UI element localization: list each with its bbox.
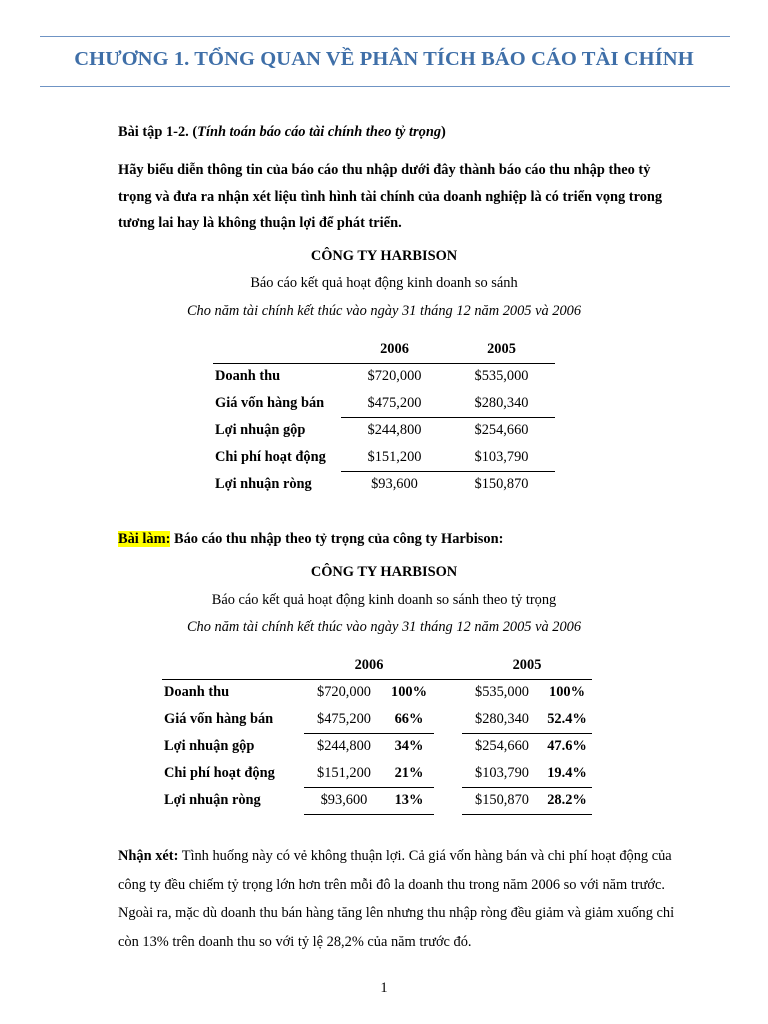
exercise-title: Tính toán báo cáo tài chính theo tỷ trọng [197,124,442,140]
table-row [213,471,555,498]
row-label: Lợi nhuận gộp [215,422,306,438]
value-2005: $150,870 [474,476,529,493]
table-row [162,760,592,787]
remark-paragraph [118,842,678,956]
remark-label: Nhận xét: [118,848,179,864]
header-rule-top [40,36,730,37]
remark-text: Tình huống này có vẻ không thuận lợi. Cả giá vốn hàng bán và chi phí hoạt động của công ty đều chiếm tỷ trọng lớn hơn trên mỗi đô la doanh thu trong năm 2006 so với năm trước. Ngoài ra, mặc dù doanh thu bán hàng tăng lên nhưng thu nhập ròng đều giảm và giảm xuống chỉ còn 13% trên doanh thu so với tỷ lệ 28,2% của năm trước đó. [118,848,675,950]
value-2005: $280,340 [448,390,555,417]
table-header-row [162,652,592,679]
income-statement-table [213,336,555,498]
col-2005-header: 2005 [512,656,542,673]
percent-2006: 13% [384,787,434,815]
value-2005: $150,870 [462,787,542,815]
table-row [213,417,555,444]
statement2-company: CÔNG TY HARBISON [310,564,458,580]
percent-2006: 34% [394,738,424,755]
exercise-heading [118,124,678,141]
percent-2005: 47.6% [547,738,587,755]
table-row [162,787,592,815]
value-2005: $254,660 [475,738,529,755]
statement1-period: Cho năm tài chính kết thúc vào ngày 31 tháng 12 năm 2005 và 2006 [186,303,582,319]
value-2005: $103,790 [448,444,555,471]
percent-2005: 100% [542,679,592,706]
header-rule-bottom [40,86,730,87]
statement2-period: Cho năm tài chính kết thúc vào ngày 31 tháng 12 năm 2005 và 2006 [186,619,582,635]
exercise-close: ) [441,124,446,140]
page-number: 1 [380,980,388,996]
percent-2005: 52.4% [542,706,592,733]
value-2005: $103,790 [462,760,542,787]
value-2006: $151,200 [341,444,448,471]
col-2006-header: 2006 [380,340,409,357]
table-row [162,733,592,760]
exercise-label: Bài tập 1-2. ( [118,124,198,140]
value-2005: $280,340 [462,706,542,733]
percent-2006: 66% [384,706,434,733]
table-row [213,444,555,471]
row-label: Doanh thu [213,363,341,390]
value-2006: $151,200 [304,760,384,787]
table-row [162,679,592,706]
solution-heading [118,531,678,548]
table-row [213,363,555,390]
row-label: Lợi nhuận ròng [164,792,261,809]
row-label: Lợi nhuận ròng [215,476,312,492]
statement2-subtitle: Báo cáo kết quả hoạt động kinh doanh so sánh theo tỷ trọng [211,592,557,608]
percent-2006: 100% [384,679,434,706]
col-2006-header: 2006 [354,656,384,673]
value-2006: $93,600 [371,476,418,493]
row-label: Lợi nhuận gộp [164,738,255,754]
row-label: Doanh thu [162,679,304,706]
value-2005: $535,000 [448,363,555,390]
col-2005-header: 2005 [487,340,516,357]
row-label: Chi phí hoạt động [215,449,326,465]
table-row [162,706,592,733]
value-2005: $535,000 [462,679,542,706]
solution-text: Báo cáo thu nhập theo tỷ trọng của công ty Harbison: [170,531,504,547]
value-2006: $93,600 [304,787,384,815]
row-label: Giá vốn hàng bán [164,711,274,727]
percent-2006: 21% [384,760,434,787]
chapter-title: CHƯƠNG 1. TỔNG QUAN VỀ PHÂN TÍCH BÁO CÁO TÀI CHÍNH [74,48,694,70]
statement1-subtitle: Báo cáo kết quả hoạt động kinh doanh so sánh [250,275,518,291]
value-2006: $244,800 [367,422,422,439]
solution-label: Bài làm: [118,531,171,547]
value-2006: $720,000 [304,679,384,706]
value-2006: $475,200 [341,390,448,417]
value-2006: $475,200 [304,706,384,733]
table-header-row [213,336,555,363]
value-2005: $254,660 [474,422,529,439]
row-label: Chi phí hoạt động [164,765,275,781]
question-text: Hãy biểu diễn thông tin của báo cáo thu nhập dưới đây thành báo cáo thu nhập theo tỷ trọng và đưa ra nhận xét liệu tình hình tài chính của doanh nghiệp là có triển vọng trong tương lai hay là không thuận lợi để phát triển. [118,162,663,231]
row-label: Giá vốn hàng bán [215,395,325,411]
common-size-table [162,652,592,815]
statement1-company: CÔNG TY HARBISON [310,248,458,264]
value-2006: $244,800 [317,738,371,755]
percent-2005: 19.4% [542,760,592,787]
percent-2005: 28.2% [542,787,592,815]
table-row [213,390,555,417]
value-2006: $720,000 [341,363,448,390]
